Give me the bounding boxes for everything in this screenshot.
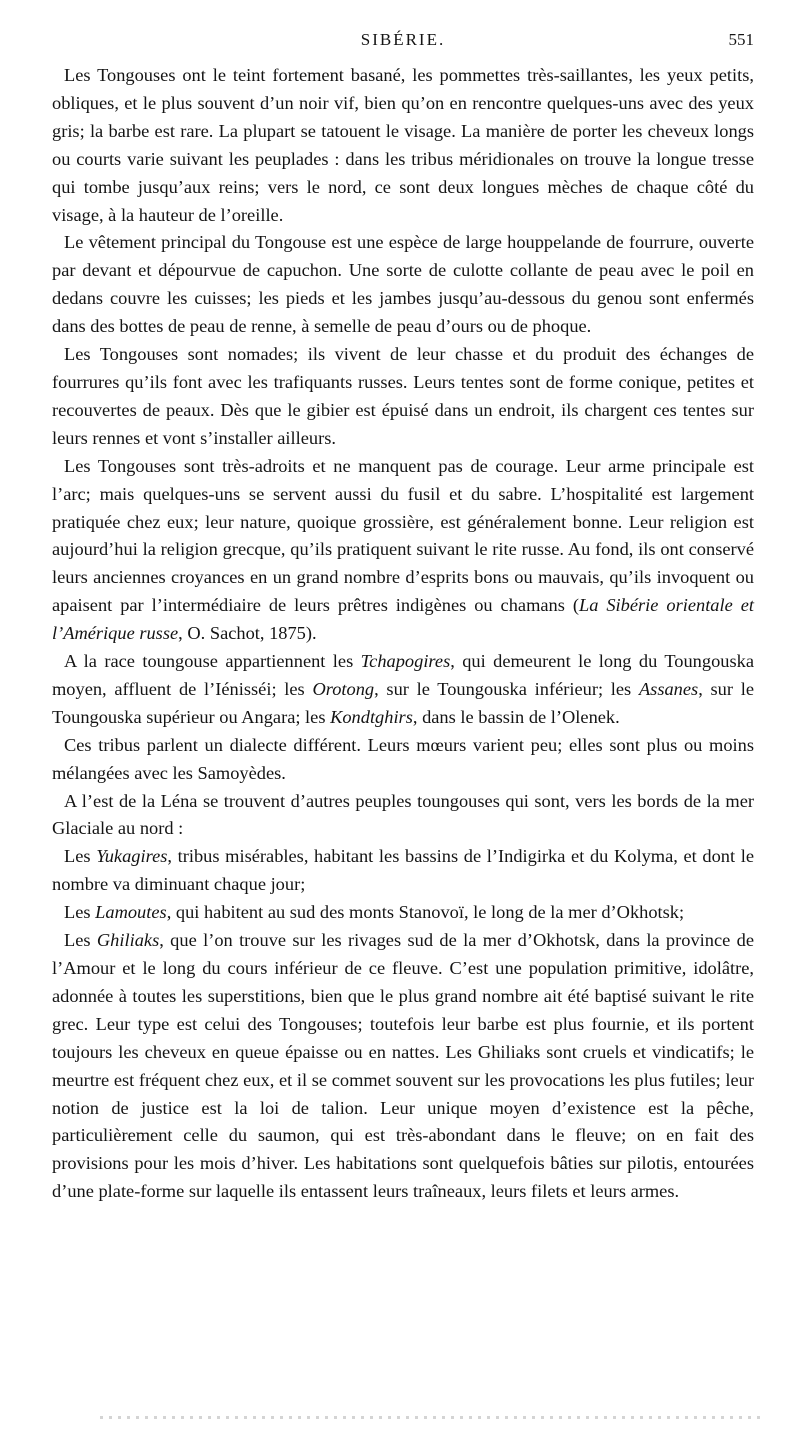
tribe-name: Orotong (312, 678, 375, 699)
running-title: SIBÉRIE. (360, 30, 446, 49)
paragraph-text: , tribus misérables, habitant les bassins de l’Indigirka et du Kolyma, et dont le nombre va diminuant chaque jour; (52, 846, 754, 895)
tribe-name: Kondtghirs (330, 706, 413, 727)
citation-title: La Sibérie orientale et l’Amérique russe (52, 595, 754, 644)
page-number: 551 (728, 30, 754, 49)
paragraph-text: , qui habitent au sud des monts Stanovoï, le long de la mer d’Okhotsk; (166, 902, 685, 923)
paragraph-text: , sur le Toungouska supérieur ou Angara; les (52, 678, 754, 727)
paragraph-east-of-lena: A l’est de la Léna se trouvent d’autres peuples toungouses qui sont, vers les bords de la mer Glaciale au nord : (52, 790, 754, 839)
scan-artifact-line (100, 1416, 760, 1419)
paragraph-text: A la race toungouse appartiennent les (64, 651, 361, 672)
paragraph-appearance: Les Tongouses ont le teint fortement basané, les pommettes très-saillantes, les yeux petits, obliques, et le plus souvent d’un noir vif, bien qu’on en rencontre quelques-uns avec des yeux gris; la barbe est rare. La plupart se tatouent le visage. La manière de porter les cheveux longs ou courts varie suivant les peuplades : dans les tribus méridionales on trouve la longue tresse qui tombe jusqu’aux reins; vers le nord, ce sont deux longues mèches de chaque côté du visage, à la hauteur de l’oreille. (52, 65, 754, 225)
paragraph-text: , sur le Toungouska inférieur; les (374, 678, 639, 699)
tribe-name: Ghiliaks (96, 930, 160, 951)
body-text (52, 62, 754, 1206)
paragraph-nomadic-life: Les Tongouses sont nomades; ils vivent de leur chasse et du produit des échanges de fourrures qu’ils font avec les trafiquants russes. Leurs tentes sont de forme conique, petites et recouvertes de peaux. Dès que le gibier est épuisé dans un endroit, ils chargent ces tentes sur leurs rennes et vont s’installer ailleurs. (52, 344, 754, 448)
paragraph-text: , qui demeurent le long du Toungouska moyen, affluent de l’Iénisséi; les (52, 651, 754, 699)
tribe-name: Assanes (638, 678, 699, 699)
paragraph-tribes (52, 648, 754, 732)
tribe-name: Tchapogires (360, 651, 451, 672)
paragraph-text: , dans le bassin de l’Olenek. (412, 706, 620, 727)
paragraph-dialects: Ces tribus parlent un dialecte différent. Leurs mœurs varient peu; elles sont plus ou moins mélangées avec les Samoyèdes. (52, 734, 754, 783)
paragraph-lamoutes (52, 899, 754, 927)
paragraph-text: , que l’on trouve sur les rivages sud de la mer d’Okhotsk, dans la province de l’Amour et le long du cours inférieur de ce fleuve. C’est une population primitive, idolâtre, adonnée à toutes les superstitions, bien que le plus grand nombre ait été baptisé suivant le rite grec. Leur type est celui des Tongouses; toutefois leur barbe est plus fournie, et ils portent toujours les cheveux en queue épaisse ou en nattes. Les Ghiliaks sont cruels et vindicatifs; le meurtre est fréquent chez eux, et il se commet souvent sur les provocations les plus futiles; leur notion de justice est la loi de talion. Leur unique moyen d’existence est la pêche, particulièrement celle du saumon, qui est très-abondant dans le fleuve; on en fait des provisions pour les mois d’hiver. Les habitations sont quelquefois bâties sur pilotis, entourées d’une plate-forme sur laquelle ils entassent leurs traîneaux, leurs filets et leurs armes. (52, 930, 754, 1202)
paragraph-ghiliaks (52, 927, 754, 1206)
paragraph-text: Les (64, 902, 96, 923)
paragraph-text: Les (64, 846, 97, 867)
page-header (52, 30, 754, 58)
paragraph-clothing: Le vêtement principal du Tongouse est une espèce de large houppelande de fourrure, ouverte par devant et dépourvue de capuchon. Une sorte de culotte collante de peau avec le poil en dedans couvre les cuisses; les pieds et les jambes jusqu’au-dessous du genou sont enfermés dans des bottes de peau de renne, à semelle de peau d’ours ou de phoque. (52, 232, 754, 337)
tribe-name: Yukagires (96, 846, 168, 867)
paragraph-religion (52, 453, 754, 648)
paragraph-text: Les (64, 930, 97, 951)
paragraph-text: , O. Sachot, 1875). (178, 623, 317, 644)
paragraph-text: Les Tongouses sont très-adroits et ne manquent pas de courage. Leur arme principale est l’arc; mais quelques-uns se servent aussi du fusil et du sabre. L’hospitalité est largement pratiquée chez eux; leur nature, quoique grossière, est généralement bonne. Leur religion est aujourd’hui la religion grecque, qu’ils pratiquent suivant le rite russe. Au fond, ils ont conservé leurs anciennes croyances en un grand nombre d’esprits bons ou mauvais, qu’ils invoquent ou apaisent par l’intermédiaire de leurs prêtres indigènes ou chamans ( (52, 455, 754, 616)
paragraph-yukagires (52, 843, 754, 899)
tribe-name: Lamoutes (95, 902, 167, 923)
